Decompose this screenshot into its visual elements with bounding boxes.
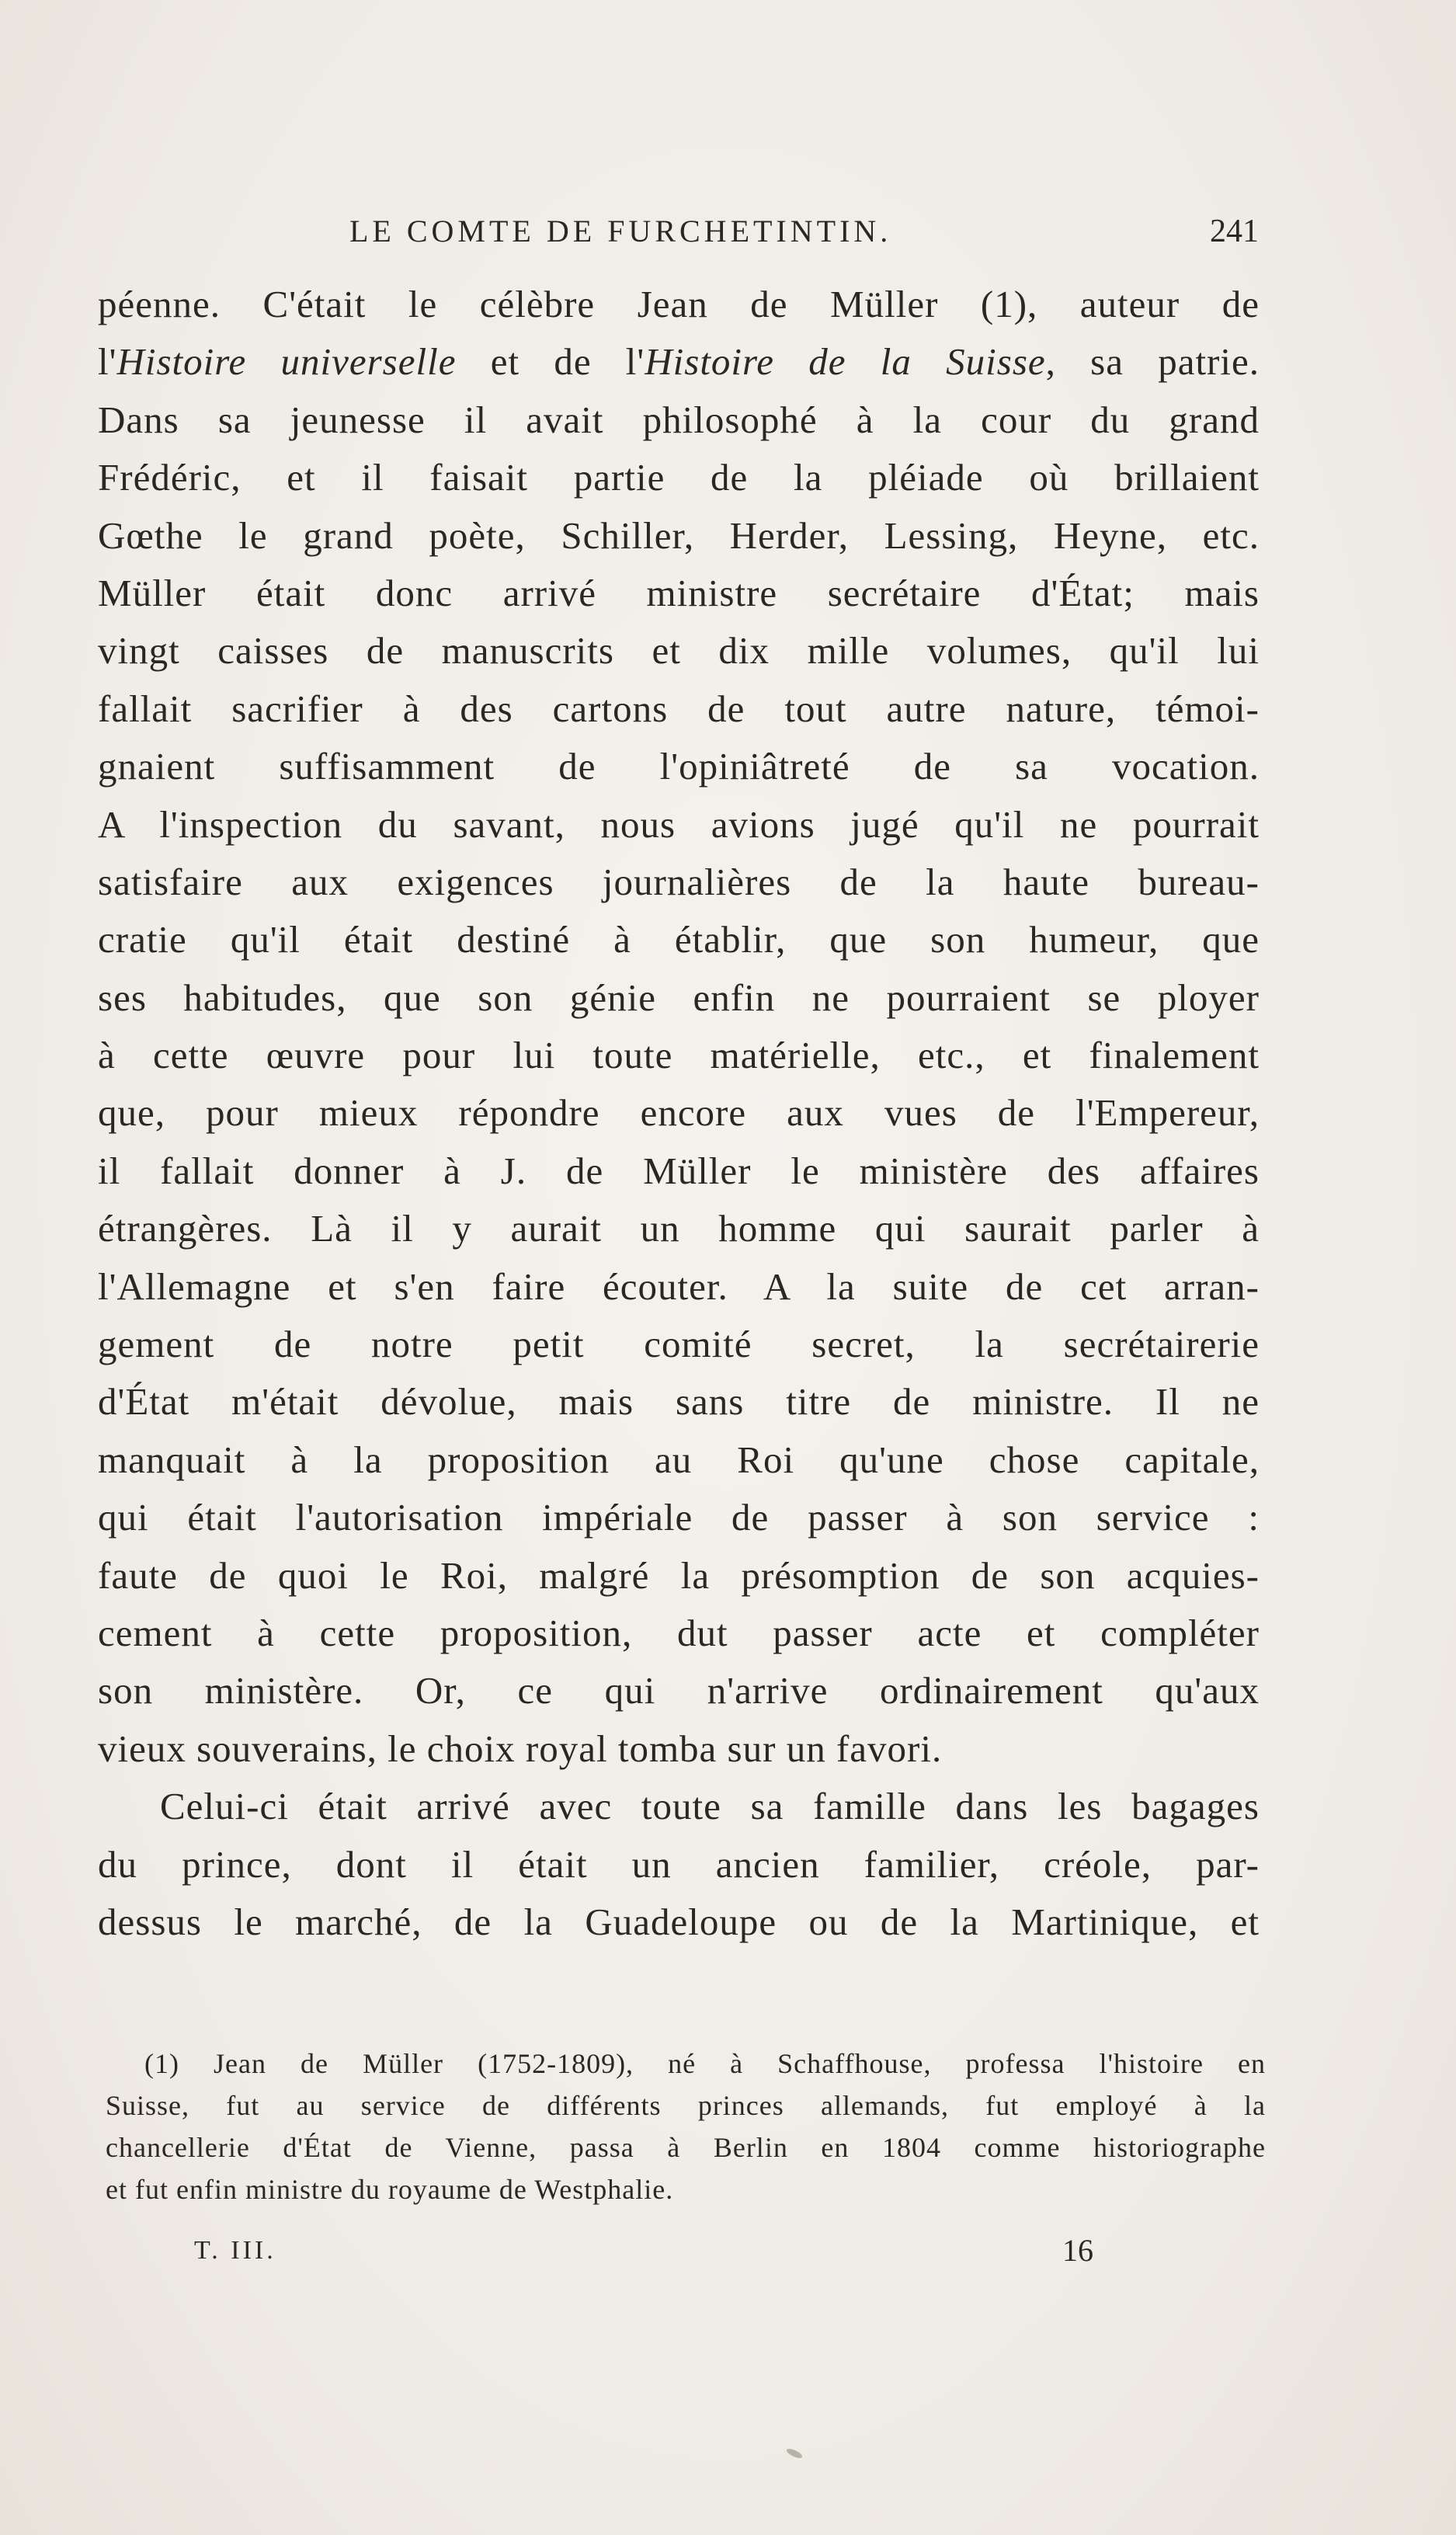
italic-title: Histoire de la Suisse [645,340,1046,384]
footnote-line: et fut enfin ministre du royaume de Westphalie. [106,2174,674,2205]
page-header [93,208,1258,255]
text-line: cement à cette proposition, dut passer acte et compléter [98,1611,1260,1654]
text-line: Gœthe le grand poète, Schiller, Herder, Lessing, Heyne, etc. [98,513,1260,557]
text-line: du prince, dont il était un ancien familier, créole, par- [98,1842,1260,1886]
footnotes [106,2043,1266,2210]
text-line: Müller était donc arrivé ministre secrétaire d'État; mais [98,571,1260,614]
text-line: fallait sacrifier à des cartons de tout autre nature, témoi- [98,687,1260,730]
volume-signature: T. III. [194,2236,276,2265]
text-line: satisfaire aux exigences journalières de la haute bureau- [98,860,1260,903]
text-line: dessus le marché, de la Guadeloupe ou de la Martinique, et [98,1900,1260,1943]
text-line: Frédéric, et il faisait partie de la pléiade où brillaient [98,456,1260,499]
text-line: ses habitudes, que son génie enfin ne pourraient se ployer [98,975,1260,1019]
footnote-line: (1) Jean de Müller (1752-1809), né à Schaffhouse, professa l'histoire en [144,2048,1266,2079]
paper-speck [785,2447,803,2460]
text-line: d'État m'était dévolue, mais sans titre de ministre. Il ne [98,1380,1260,1424]
page-footer [194,2227,1165,2274]
text-line: son ministère. Or, ce qui n'arrive ordinairement qu'aux [98,1669,1260,1713]
text-line: qui était l'autorisation impériale de passer à son service : [98,1496,1260,1539]
text-line: péenne. C'était le célèbre Jean de Müller (1), auteur de [98,283,1260,325]
footnote-line: Suisse, fut au service de différents princes allemands, fut employé à la [106,2090,1266,2121]
text-line: que, pour mieux répondre encore aux vues de l'Empereur, [98,1091,1260,1135]
text-line: l'Histoire universelle et de l'Histoire de la Suisse, sa patrie. [98,340,1260,384]
text-line: vieux souverains, le choix royal tomba sur un favori. [98,1727,943,1770]
text-line: A l'inspection du savant, nous avions jugé qu'il ne pourrait [98,802,1260,846]
running-head: LE COMTE DE FURCHETINTIN. [349,214,892,249]
italic-title: Histoire universelle [116,340,457,384]
text-line: cratie qu'il était destiné à établir, que son humeur, que [98,918,1260,961]
text-line: il fallait donner à J. de Müller le ministère des affaires [98,1149,1260,1192]
text-line: manquait à la proposition au Roi qu'une chose capitale, [98,1438,1260,1481]
sheet-number: 16 [1062,2233,1093,2268]
footnote-line: chancellerie d'État de Vienne, passa à Berlin en 1804 comme historiographe [106,2132,1266,2163]
text-line: à cette œuvre pour lui toute matérielle, etc., et finalement [98,1034,1260,1077]
text-line: vingt caisses de manuscrits et dix mille volumes, qu'il lui [98,629,1260,673]
text-line: Dans sa jeunesse il avait philosophé à la cour du grand [98,398,1260,441]
page-number: 241 [1210,214,1259,249]
text-line: l'Allemagne et s'en faire écouter. A la suite de cet arran- [98,1264,1260,1308]
text-line: Celui-ci était arrivé avec toute sa famille dans les bagages [160,1785,1260,1828]
text-line: étrangères. Là il y aurait un homme qui saurait parler à [98,1207,1260,1250]
text-line: faute de quoi le Roi, malgré la présomption de son acquies- [98,1553,1260,1597]
text-line: gement de notre petit comité secret, la secrétairerie [98,1323,1260,1366]
body-text [98,276,1260,1951]
text-line: gnaient suffisamment de l'opiniâtreté de sa vocation. [98,745,1260,788]
